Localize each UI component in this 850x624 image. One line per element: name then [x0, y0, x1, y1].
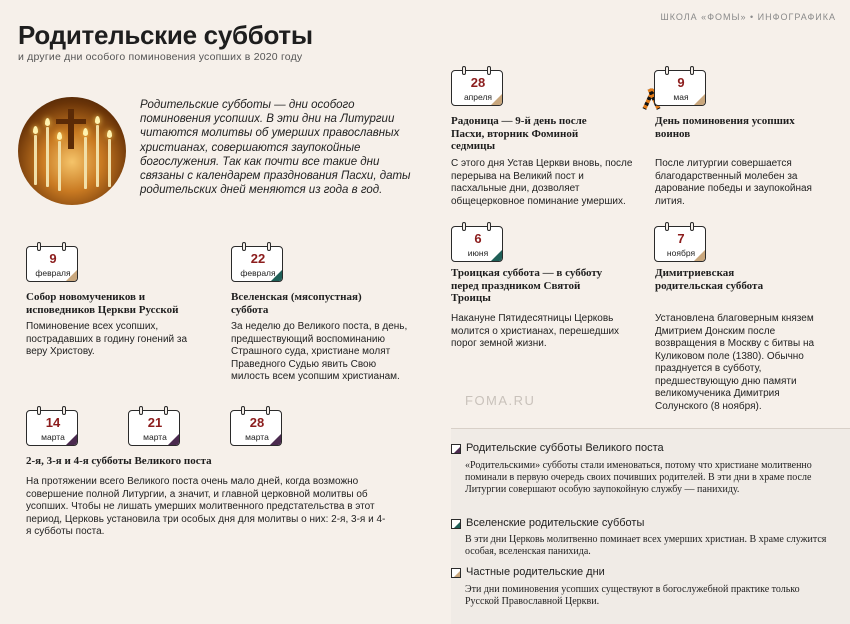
brand-label: ШКОЛА «ФОМЫ» • ИНФОГРАФИКА: [660, 12, 836, 22]
flame: [95, 116, 100, 124]
event-title-feb9: Собор новомучеников и исповедников Церкви Русской: [26, 291, 179, 316]
candles-photo: [18, 97, 126, 205]
cal-day: 6: [474, 231, 482, 246]
event-title-apr28: Радоница — 9-й день после Пасхи, вторник Фоминой седмицы: [451, 115, 587, 152]
calendar-icon-apr28: [451, 66, 503, 106]
event-text-may9: После литургии совершается благодарственный молебен за дарование победы и заупокойная лития.: [655, 158, 812, 207]
event-title-feb22: Вселенская (мясопустная) суббота: [231, 291, 362, 316]
legend-title-universal: Вселенские родительские субботы: [466, 517, 645, 529]
flame: [107, 130, 112, 138]
event-title-may9: День поминовения усопших воинов: [655, 115, 795, 140]
calendar-icon-nov7: [654, 222, 706, 262]
event-text-apr28: С этого дня Устав Церкви вновь, после перерыва на Великий пост и пасхальные дни, дозволяет общецерковное поминание умерших.: [451, 158, 633, 207]
legend-title-private: Частные родительские дни: [466, 566, 605, 578]
calendar-icon-feb9: [26, 242, 78, 282]
candle: [46, 127, 49, 187]
legend-title-lent: Родительские субботы Великого поста: [466, 442, 664, 454]
watermark: FOMA.RU: [465, 393, 536, 408]
flame: [33, 126, 38, 134]
cal-day: 28: [470, 75, 486, 90]
calendar-icon-feb22: [231, 242, 283, 282]
legend-text-private: Эти дни поминовения усопших существуют в богослужебной практике только Русской Православной Церкви.: [465, 584, 800, 608]
legend-marker-universal: [451, 519, 461, 529]
cal-day: 21: [147, 415, 163, 430]
legend-text-universal: В эти дни Церковь молитвенно поминает всех умерших христиан. В храме служится особая, вселенская панихида.: [465, 534, 827, 558]
cal-month: апреля: [463, 92, 493, 102]
event-title-jun6: Троицкая суббота — в субботу перед праздником Святой Троицы: [451, 267, 603, 304]
candle: [96, 125, 99, 187]
calendar-icon-may9: [654, 66, 706, 106]
crucifix-bar: [56, 119, 86, 124]
legend-marker-lent: [451, 444, 461, 454]
cal-day: 9: [677, 75, 685, 90]
cal-day: 7: [677, 231, 685, 246]
cal-month: марта: [143, 432, 167, 442]
cal-day: 22: [250, 251, 266, 266]
cal-month: февраля: [35, 268, 71, 278]
event-title-nov7: Димитриевская родительская суббота: [655, 267, 764, 292]
cal-month: февраля: [240, 268, 276, 278]
cal-month: июня: [467, 248, 489, 258]
calendar-icon-jun6: [451, 222, 503, 262]
candle: [34, 135, 37, 185]
page-subtitle: и другие дни особого поминовения усопших в 2020 году: [18, 51, 303, 63]
flame: [83, 128, 88, 136]
event-text-feb9: Поминовение всех усопших, пострадавших в годину гонений за веру Христову.: [26, 321, 188, 357]
cal-day: 28: [249, 415, 265, 430]
candle: [108, 139, 111, 187]
legend-text-lent: «Родительскими» субботы стали именоваться, потому что христиане молитвенно поминали в первую очередь своих почивших родителей. В эти дни в храме после Литургии совершают особую заупокойную службу — панихиду.: [465, 460, 812, 496]
cal-month: мая: [673, 92, 689, 102]
event-text-feb22: За неделю до Великого поста, в день, предшествующий воспоминанию Страшного суда, христиане молят Праведного Судью явить Свою милость всем усопшим христианам.: [231, 321, 408, 382]
event-title-lent: 2-я, 3-я и 4-я субботы Великого поста: [26, 455, 212, 467]
candle: [84, 137, 87, 189]
event-text-nov7: Установлена благоверным князем Дмитрием Донским после возвращения в Москву с битвы на Куликовом поле (1380). Обычно празднуется в субботу, предшествующую дню памяти великомученика Димитрия Солунского (8 ноября).: [655, 313, 815, 412]
page-title: Родительские субботы: [18, 20, 313, 50]
intro-text: Родительские субботы — дни особого поминовения усопших. В эти дни на Литургии читаются молитвы об умерших православных христианах, совершаются заупокойные богослужения. Так как почти все такие дни связаны с календарем празднования Пасхи, даты родительских дней меняются из года в год.: [140, 99, 411, 197]
cal-month: марта: [41, 432, 65, 442]
calendar-icon-mar14: [26, 406, 78, 446]
calendar-icon-mar21: [128, 406, 180, 446]
legend-marker-private: [451, 568, 461, 578]
crucifix-shape: [68, 109, 74, 149]
cal-month: марта: [245, 432, 269, 442]
flame: [57, 132, 62, 140]
cal-day: 9: [49, 251, 57, 266]
calendar-icon-mar28: [230, 406, 282, 446]
event-text-lent: На протяжении всего Великого поста очень мало дней, когда возможно совершение полной Литургии, а значит, и главной церковной молитвы об усопших. Чтобы не лишать умерших молитвенного предстательства в этот период, Церковь установила три особых дня для молитвы о них: 2-я, 3-я и 4-я субботы поста.: [26, 476, 386, 537]
cal-month: ноября: [666, 248, 696, 258]
event-text-jun6: Накануне Пятидесятницы Церковь молится о христианах, перешедших порог земной жизни.: [451, 313, 620, 349]
cal-day: 14: [45, 415, 61, 430]
flame: [45, 118, 50, 126]
candle: [58, 141, 61, 191]
